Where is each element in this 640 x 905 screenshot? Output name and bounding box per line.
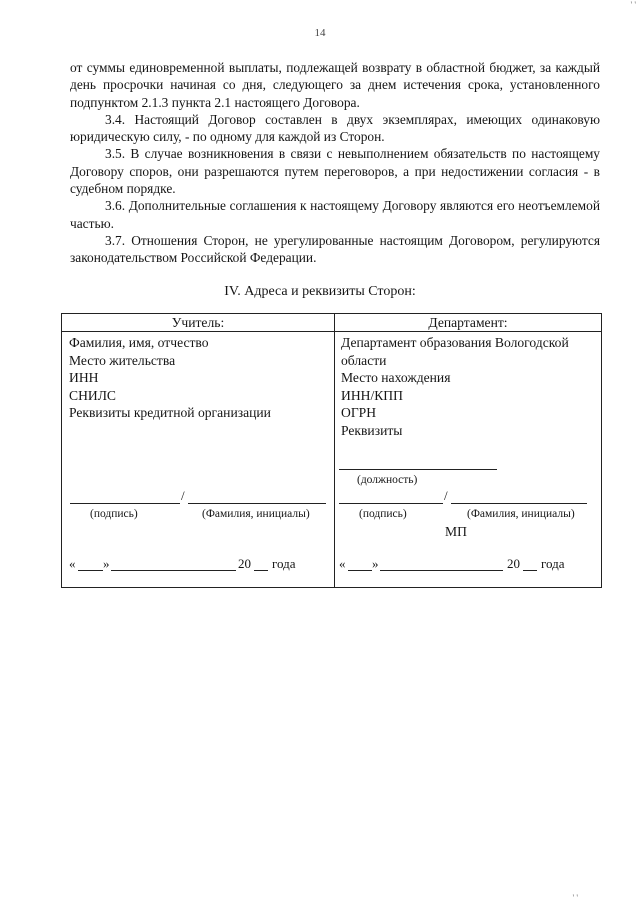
teacher-signature-label: (подпись) xyxy=(90,508,138,520)
teacher-date-month-line[interactable] xyxy=(111,570,236,571)
department-field-inn-kpp: ИНН/КПП xyxy=(341,387,403,403)
paragraph-3-4: 3.4. Настоящий Договор составлен в двух экземплярах, имеющих одинаковую юридическую силу, - по одному для каждой из Сторон. xyxy=(70,111,600,145)
paragraph-continuation: от суммы единовременной выплаты, подлежащей возврату в областной бюджет, за каждый день просрочки начиная со дня, следующего за днем истечения срока, установленного подпунктом 2.1.3 пункта 2.1 настоящего Договора. xyxy=(70,60,600,110)
department-date-open-quote: « xyxy=(339,556,346,571)
department-date-year-word: года xyxy=(541,556,565,571)
department-column xyxy=(335,314,601,587)
department-field-requisites: Реквизиты xyxy=(341,422,403,438)
paragraph-3-6: 3.6. Дополнительные соглашения к настоящему Договору являются его неотъемлемой частью. xyxy=(70,198,600,231)
section-title: IV. Адреса и реквизиты Сторон: xyxy=(224,284,416,299)
teacher-field-snils: СНИЛС xyxy=(69,387,116,403)
department-date-month-line[interactable] xyxy=(380,570,503,571)
teacher-field-name: Фамилия, имя, отчество xyxy=(69,335,209,350)
department-signature-line[interactable] xyxy=(339,503,443,504)
teacher-column xyxy=(62,314,334,587)
department-sign-slash: / xyxy=(444,488,448,503)
corner-mark-top: ' ' xyxy=(630,0,636,10)
paragraph-3-7: 3.7. Отношения Сторон, не урегулированные настоящим Договором, регулируются законодательством Российской Федерации. xyxy=(70,232,600,266)
teacher-date-year: 20 xyxy=(238,556,251,571)
teacher-sign-slash: / xyxy=(181,488,185,503)
department-date-close-quote: » xyxy=(372,556,379,571)
department-name-label: (Фамилия, инициалы) xyxy=(467,508,575,520)
teacher-signature-line[interactable] xyxy=(70,503,180,504)
department-signature-label: (подпись) xyxy=(359,508,407,520)
teacher-date-day-line[interactable] xyxy=(78,570,103,571)
department-date-year: 20 xyxy=(507,556,520,571)
teacher-date-open-quote: « xyxy=(69,556,76,571)
corner-mark-bottom: ' ' xyxy=(572,893,578,903)
teacher-field-residence: Место жительства xyxy=(69,352,176,368)
department-name-line2: области xyxy=(341,352,387,368)
department-header: Департамент: xyxy=(335,314,601,332)
department-name-line[interactable] xyxy=(451,503,587,504)
department-field-ogrn: ОГРН xyxy=(341,405,377,420)
department-date-day-line[interactable] xyxy=(348,570,372,571)
teacher-field-bank: Реквизиты кредитной организации xyxy=(69,405,271,420)
teacher-name-line[interactable] xyxy=(188,503,326,504)
department-fields xyxy=(335,332,601,439)
page-number: 14 xyxy=(314,27,326,39)
department-stamp-label: МП xyxy=(445,524,467,539)
requisites-table xyxy=(61,313,602,588)
department-position-line[interactable] xyxy=(339,469,497,470)
teacher-fields xyxy=(62,332,334,422)
teacher-name-label: (Фамилия, инициалы) xyxy=(202,508,310,520)
teacher-date-year-word: года xyxy=(272,556,296,571)
teacher-date-close-quote: » xyxy=(103,556,110,571)
teacher-header: Учитель: xyxy=(62,314,334,332)
department-position-label: (должность) xyxy=(357,474,418,486)
contract-body xyxy=(70,59,600,267)
department-name-line1: Департамент образования Вологодской xyxy=(341,335,569,350)
teacher-date-year-line[interactable] xyxy=(254,570,268,571)
department-field-location: Место нахождения xyxy=(341,370,451,385)
department-date-year-line[interactable] xyxy=(523,570,537,571)
paragraph-3-5: 3.5. В случае возникновения в связи с невыполнением обязательств по настоящему Договору споров, они разрешаются путем переговоров, а при недостижении согласия - в судебном порядке. xyxy=(70,146,600,197)
teacher-field-inn: ИНН xyxy=(69,370,99,385)
